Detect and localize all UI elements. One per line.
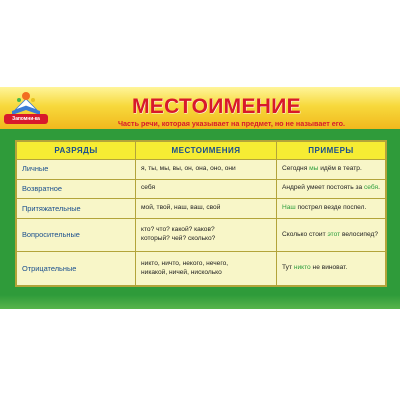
header-categories: РАЗРЯДЫ [17, 142, 136, 160]
header-examples: ПРИМЕРЫ [277, 142, 386, 160]
header-band [0, 87, 400, 129]
table-row [17, 218, 386, 252]
row-pronouns: мой, твой, наш, ваш, свой [136, 199, 277, 219]
poster [0, 87, 400, 309]
pronouns-line: никто, ничто, некого, нечего, [141, 259, 229, 267]
example-text: пострел везде поспел. [295, 204, 367, 212]
row-category: Отрицательные [17, 252, 136, 286]
row-pronouns [136, 252, 277, 286]
pronouns-line: кто? что? какой? каков? [141, 226, 215, 234]
pronouns-line: который? чей? сколько? [141, 235, 216, 243]
example-highlight: никто [293, 264, 311, 272]
row-category: Вопросительные [17, 218, 136, 252]
table-row [17, 199, 386, 219]
example-highlight: Наш [282, 204, 296, 212]
example-text: Андрей умеет постоять за [282, 184, 364, 192]
row-example [277, 252, 386, 286]
row-category: Личные [17, 160, 136, 180]
pronouns-line: никакой, ничей, нисколько [141, 268, 222, 276]
example-text: велосипед? [340, 230, 379, 238]
pronoun-table [15, 140, 387, 287]
example-text: идём в театр. [318, 164, 362, 172]
example-text: Сколько стоит [282, 230, 328, 238]
footer-stripe [0, 295, 400, 309]
row-example [277, 179, 386, 199]
row-example [277, 160, 386, 180]
row-example [277, 199, 386, 219]
example-text: Сегодня [282, 164, 310, 172]
example-text: не виноват. [310, 264, 348, 272]
logo [4, 89, 48, 127]
row-category: Притяжательные [17, 199, 136, 219]
row-pronouns [136, 218, 277, 252]
row-category: Возвратное [17, 179, 136, 199]
header-pronouns: МЕСТОИМЕНИЯ [136, 142, 277, 160]
table-header-row [17, 142, 386, 160]
row-pronouns: я, ты, мы, вы, он, она, оно, они [136, 160, 277, 180]
table-row [17, 160, 386, 180]
table-row [17, 252, 386, 286]
page-subtitle: Часть речи, которая указывает на предмет, но не называет его. [118, 119, 346, 128]
row-pronouns: себя [136, 179, 277, 199]
example-text: . [378, 184, 380, 192]
example-highlight: этот [327, 230, 341, 238]
row-example [277, 218, 386, 252]
page-title: МЕСТОИМЕНИЕ [132, 95, 301, 118]
table-row [17, 179, 386, 199]
logo-label: Запомни-ка [4, 114, 48, 124]
example-text: Тут [282, 264, 294, 272]
example-highlight: мы [309, 164, 319, 172]
example-highlight: себя [364, 184, 379, 192]
book-icon [4, 89, 48, 117]
